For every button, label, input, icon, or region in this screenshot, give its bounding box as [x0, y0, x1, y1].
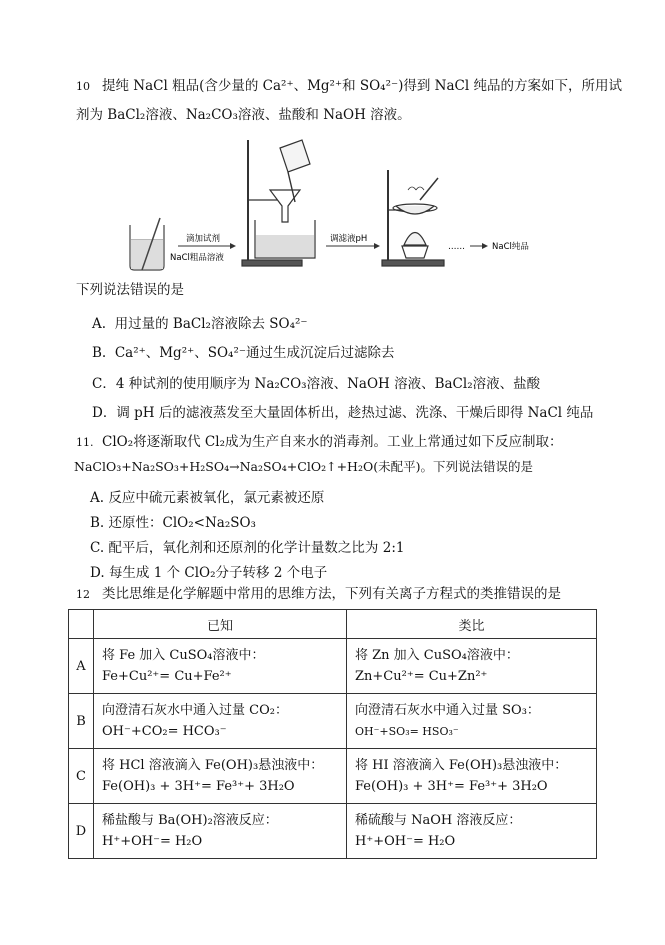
row-label: B	[69, 694, 94, 749]
option-text: 反应中硫元素被氧化，氯元素被还原	[108, 490, 325, 506]
known-equation: H⁺+OH⁻= H₂O	[102, 834, 203, 849]
q11-option-b[interactable]	[90, 511, 256, 531]
q10-option-d[interactable]	[92, 401, 593, 421]
q11-option-d[interactable]	[90, 561, 327, 581]
beaker-label: NaCl粗品溶液	[170, 253, 224, 263]
known-cell	[94, 694, 347, 749]
q10-stem: 下列说法错误的是	[76, 282, 184, 298]
table-row	[69, 639, 597, 694]
dots: ……	[448, 242, 465, 252]
evaporation-stand-icon	[382, 170, 444, 266]
analog-cell	[347, 694, 597, 749]
table-header-analog: 类比	[347, 610, 597, 639]
option-label: D．	[92, 405, 117, 421]
option-text: 配平后，氧化剂和还原剂的化学计量数之比为 2:1	[108, 540, 405, 556]
analog-desc: 将 HI 溶液滴入 Fe(OH)₃悬浊液中：	[355, 758, 568, 773]
q11-line1: ClO₂将逐渐取代 Cl₂成为生产自来水的消毒剂。工业上常通过如下反应制取：	[102, 434, 563, 450]
table-header-blank	[69, 610, 94, 639]
analog-equation: OH⁻+SO₃= HSO₃⁻	[355, 725, 459, 738]
analog-equation: Fe(OH)₃ + 3H⁺= Fe³⁺+ 3H₂O	[355, 779, 548, 794]
q10-option-a[interactable]	[92, 312, 308, 332]
table-header-known: 已知	[94, 610, 347, 639]
q10-line2: 剂为 BaCl₂溶液、Na₂CO₃溶液、盐酸和 NaOH 溶液。	[76, 107, 411, 123]
analog-equation: Zn+Cu²⁺= Cu+Zn²⁺	[355, 669, 488, 684]
known-desc: 将 Fe 加入 CuSO₄溶液中：	[102, 648, 265, 663]
option-label: C.	[90, 540, 105, 556]
table-row	[69, 804, 597, 859]
known-equation: Fe+Cu²⁺= Cu+Fe²⁺	[102, 669, 232, 684]
filtration-stand-icon	[242, 140, 315, 266]
arrow1-label: 滴加试剂	[186, 234, 221, 244]
comparison-table	[68, 609, 597, 859]
analog-desc: 稀硫酸与 NaOH 溶液反应：	[355, 813, 522, 828]
product-label: NaCl纯品	[492, 242, 529, 252]
q12-number: 12	[76, 588, 90, 601]
option-label: D.	[90, 565, 105, 581]
analog-cell	[347, 804, 597, 859]
q10-option-c[interactable]	[92, 372, 540, 392]
known-equation: OH⁻+CO₂= HCO₃⁻	[102, 724, 227, 739]
q11-option-a[interactable]	[90, 486, 324, 506]
known-cell	[94, 804, 347, 859]
option-text: 用过量的 BaCl₂溶液除去 SO₄²⁻	[114, 316, 308, 332]
apparatus-figure	[120, 130, 550, 275]
q11-option-c[interactable]	[90, 536, 404, 556]
row-label: C	[69, 749, 94, 804]
q10-line1: 提纯 NaCl 粗品(含少量的 Ca²⁺、Mg²⁺和 SO₄²⁻)得到 NaCl 纯品的方案如下，所用试	[102, 78, 622, 94]
option-text: 还原性：ClO₂<Na₂SO₃	[108, 515, 256, 531]
option-text: 每生成 1 个 ClO₂分子转移 2 个电子	[108, 565, 328, 581]
option-label: A.	[92, 316, 107, 332]
arrow2-label: 调滤液pH	[330, 234, 368, 244]
q11-number: 11.	[76, 436, 94, 449]
analog-cell	[347, 639, 597, 694]
analog-cell	[347, 749, 597, 804]
option-label: C．	[92, 376, 116, 392]
table-row	[69, 694, 597, 749]
analog-desc: 将 Zn 加入 CuSO₄溶液中：	[355, 648, 519, 663]
table-row	[69, 749, 597, 804]
q11-line2: NaClO₃+Na₂SO₃+H₂SO₄→Na₂SO₄+ClO₂↑+H₂O(未配平)。下列说法错误的是	[74, 459, 533, 474]
known-cell	[94, 639, 347, 694]
option-label: B.	[90, 515, 105, 531]
known-desc: 向澄清石灰水中通入过量 CO₂：	[102, 703, 288, 718]
q10-option-b[interactable]	[92, 341, 395, 361]
analog-desc: 向澄清石灰水中通入过量 SO₃：	[355, 703, 540, 718]
known-equation: Fe(OH)₃ + 3H⁺= Fe³⁺+ 3H₂O	[102, 779, 295, 794]
known-desc: 将 HCl 溶液滴入 Fe(OH)₃悬浊液中：	[102, 758, 324, 773]
row-label: D	[69, 804, 94, 859]
option-text: 调 pH 后的滤液蒸发至大量固体析出，趁热过滤、洗涤、干燥后即得 NaCl 纯品	[116, 405, 594, 421]
option-label: B.	[92, 345, 107, 361]
option-label: A.	[90, 490, 105, 506]
row-label: A	[69, 639, 94, 694]
known-desc: 稀盐酸与 Ba(OH)₂溶液反应：	[102, 813, 278, 828]
option-text: Ca²⁺、Mg²⁺、SO₄²⁻通过生成沉淀后过滤除去	[114, 345, 395, 361]
known-cell	[94, 749, 347, 804]
beaker-icon	[130, 218, 164, 270]
option-text: 4 种试剂的使用顺序为 Na₂CO₃溶液、NaOH 溶液、BaCl₂溶液、盐酸	[115, 376, 541, 392]
q12-stem: 类比思维是化学解题中常用的思维方法，下列有关离子方程式的类推错误的是	[102, 586, 561, 602]
q10-number: 10	[76, 80, 90, 93]
table-header-row	[69, 610, 597, 639]
analog-equation: H⁺+OH⁻= H₂O	[355, 834, 456, 849]
